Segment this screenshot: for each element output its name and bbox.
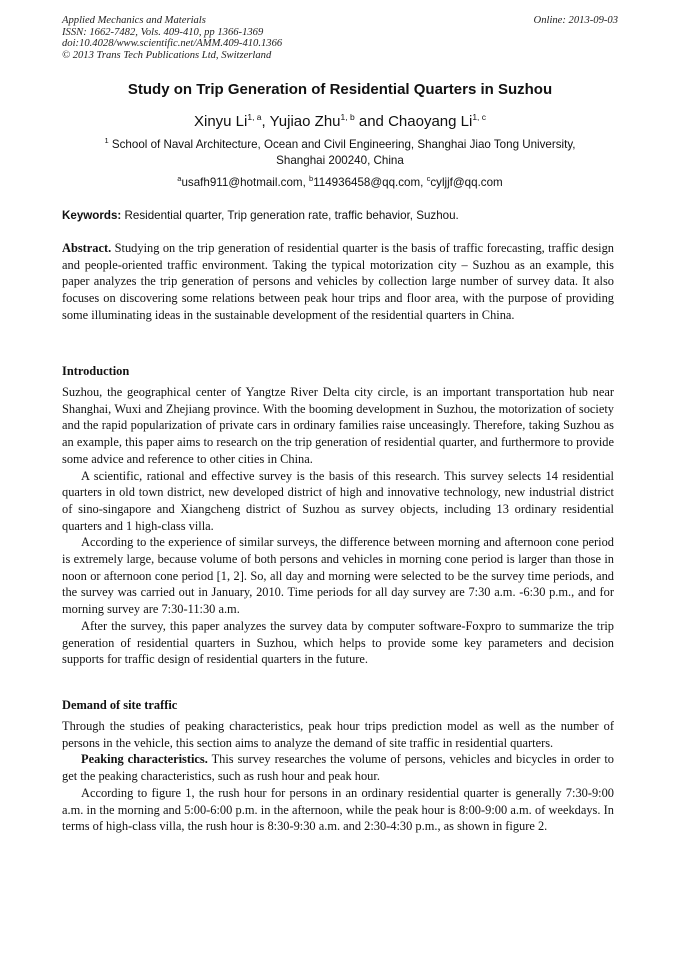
copyright-line: © 2013 Trans Tech Publications Ltd, Switzerland	[62, 49, 272, 61]
author-superscript: 1, b	[340, 112, 355, 122]
paragraph: Suzhou, the geographical center of Yangtze River Delta city circle, is an important transportation hub near Shanghai, Wuxi and Zhejiang province. With the booming development in Suzhou, the motorization of society and the rapid popularization of private cars in ordinary families raise unceasingly. Therefore, taking Suzhou as an example, this paper aims to research on the trip generation of residential quarter, and furthermore to provide some advice and reference to other cities in China.	[62, 385, 614, 466]
affiliation-line-2: Shanghai 200240, China	[276, 153, 404, 167]
abstract-text: Studying on the trip generation of residential quarter is the basis of traffic forecasting, traffic design and people-oriented traffic environment. Taking the typical motorization city – Suzhou as an example, this paper analyzes the trip generation of persons and vehicles by collection large number of survey data. It also focuses on discovering some relations between peak hour trips and floor area, with the purpose of providing some illuminating ideas in the sustainable development of the residential quarters in China.	[62, 241, 614, 322]
subsection-label: Peaking characteristics.	[81, 752, 208, 767]
author-name: Xinyu Li	[193, 113, 248, 130]
paragraph: According to figure 1, the rush hour for persons in an ordinary residential quarter is generally 7:30-9:00 a.m. in the morning and 5:00-6:00 p.m. in the afternoon, while the peak hour is 8:00-9:00 a.m. of weekdays. In terms of high-class villa, the rush hour is 8:30-9:30 a.m. and 2:30-4:30 p.m., as shown in figure 2.	[62, 785, 614, 834]
paragraph: Peaking characteristics. This survey researches the volume of persons, vehicles and bicycles in order to get the peaking characteristics, such as rush hour and peak hour.	[62, 752, 614, 784]
section-heading-demand: Demand of site traffic	[62, 698, 178, 712]
email-b: 114936458@qq.com,	[313, 176, 427, 189]
journal-header	[62, 15, 618, 61]
paragraph: After the survey, this paper analyzes the survey data by computer software-Foxpro to summarize the trip generation of residential quarters in Suzhou, which helps to provide some key parameters and decision supports for traffic design of residential quarters in the future.	[62, 618, 614, 667]
demand-body	[62, 718, 614, 835]
keywords-text: Residential quarter, Trip generation rate, traffic behavior, Suzhou.	[121, 209, 459, 222]
author-superscript: 1, c	[472, 112, 487, 122]
author-list	[62, 113, 618, 131]
email-c: cyljjf@qq.com	[430, 176, 503, 189]
issn-line: ISSN: 1662-7482, Vols. 409-410, pp 1366-1369	[62, 26, 264, 38]
affiliation-line-1: $^1$ School of Naval Architecture, Ocean and Civil Engineering, Shanghai Jiao Tong University,	[104, 136, 576, 151]
email-a: usafh911@hotmail.com,	[181, 176, 310, 189]
journal-name: Applied Mechanics and Materials	[62, 15, 206, 26]
affiliation-superscript: 1	[104, 136, 109, 145]
author-emails: $^a$usafh911@hotmail.com, $^b$114936458@qq.com, $^c$cyljjf@qq.com	[177, 174, 503, 189]
doi-line: doi:10.4028/www.scientific.net/AMM.409-410.1366	[62, 38, 283, 50]
online-date: Online: 2013-09-03	[533, 15, 618, 26]
section-heading-introduction: Introduction	[62, 364, 130, 378]
paragraph: According to the experience of similar surveys, the difference between morning and afternoon cone period is extremely large, because volume of both persons and vehicles in morning cone period is larger than those in noon or afternoon cone period [1, 2]. So, all day and morning were selected to be the survey time periods, and the survey was carried out in January, 2010. Time periods for all day survey are 7:30 a.m. -6:30 p.m., and for morning survey are 7:30-11:30 a.m.	[62, 535, 614, 617]
affiliation	[62, 137, 618, 168]
author-name: Chaoyang Li	[388, 113, 473, 130]
abstract	[62, 240, 614, 324]
keywords	[62, 208, 618, 223]
abstract-label: Abstract.	[62, 241, 112, 255]
author-superscript: 1, a	[247, 112, 262, 122]
keywords-label: Keywords:	[62, 209, 122, 222]
paper-title: Study on Trip Generation of Residential Quarters in Suzhou	[127, 81, 553, 98]
author-separator: ,	[261, 113, 270, 130]
author-conjunction: and	[354, 113, 389, 130]
introduction-body	[62, 384, 614, 668]
paragraph: A scientific, rational and effective survey is the basis of this research. This survey selects 14 residential quarters in old town district, new developed district of high and innovative technology, new industrial district of sino-singapore and Xiangcheng district of Suzhou as survey objects, including 13 ordinary residential quarters and 1 high-class villa.	[62, 468, 614, 533]
author-name: Yujiao Zhu	[269, 113, 341, 130]
paragraph: Through the studies of peaking characteristics, peak hour trips prediction model as well as the number of persons in the vehicle, this section aims to analyze the demand of site traffic in residential quarters.	[62, 719, 614, 750]
